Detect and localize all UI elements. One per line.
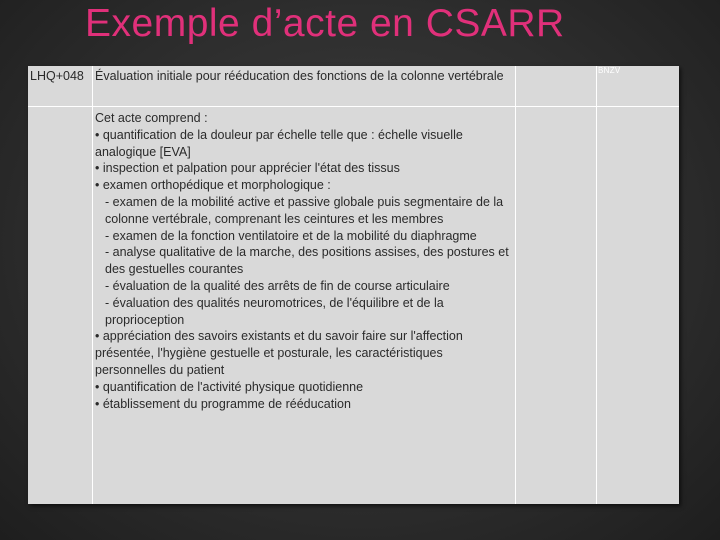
content-line: - analyse qualitative de la marche, des positions assises, des postures et des gestuelles courantes bbox=[105, 245, 509, 277]
content-line: • quantification de l'activité physique quotidienne bbox=[95, 379, 364, 394]
act-label: Évaluation initiale pour rééducation des fonctions de la colonne vertébrale bbox=[95, 69, 504, 83]
column-divider bbox=[92, 66, 93, 504]
content-line: - évaluation des qualités neuromotrices, de l'équilibre et de la proprioception bbox=[105, 295, 444, 327]
content-line: • quantification de la douleur par échelle telle que : échelle visuelle analogique [EVA] bbox=[95, 127, 463, 159]
content-line: - examen de la mobilité active et passive globale puis segmentaire de la colonne vertébrale, comprenant les ceintures et les membres bbox=[105, 194, 504, 226]
side-code: BNZV bbox=[598, 66, 621, 75]
content-line: • appréciation des savoirs existants et du savoir faire sur l'affection présentée, l'hygiène gestuelle et posturale, les caractéristiques personnelles du patient bbox=[95, 329, 463, 377]
content-line: Cet acte comprend : bbox=[95, 111, 208, 125]
content-line: • examen orthopédique et morphologique : bbox=[95, 178, 331, 193]
content-line: • inspection et palpation pour apprécier l'état des tissus bbox=[95, 161, 400, 176]
column-divider bbox=[515, 66, 516, 504]
act-code: LHQ+048 bbox=[30, 69, 84, 83]
column-divider bbox=[596, 66, 597, 504]
act-table bbox=[28, 66, 679, 504]
content-line: - évaluation de la qualité des arrêts de fin de course articulaire bbox=[105, 278, 450, 293]
act-description bbox=[95, 110, 515, 412]
slide-title: Exemple d’acte en CSARR bbox=[85, 2, 565, 45]
row-divider bbox=[28, 106, 679, 107]
content-line: • établissement du programme de rééducation bbox=[95, 396, 351, 411]
content-line: - examen de la fonction ventilatoire et de la mobilité du diaphragme bbox=[105, 228, 477, 243]
